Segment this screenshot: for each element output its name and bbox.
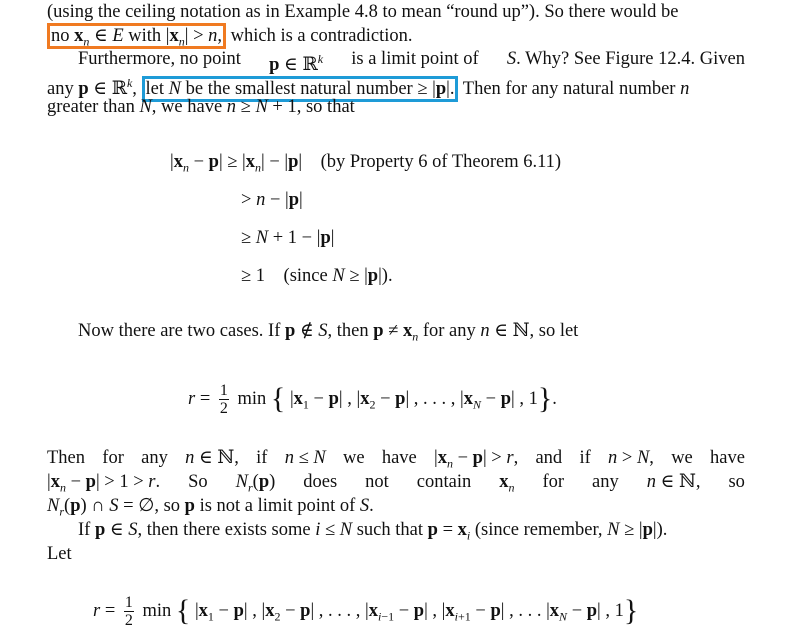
equation-1-line-3: ≥ N + 1 − |p| <box>241 228 335 248</box>
text-line-9: $N_r(p)$ ∩ S = ∅, so p is not a limit point of S. <box>47 496 374 519</box>
equation-1-line-2: > n − |p| <box>241 190 303 210</box>
equation-1-line-4: ≥ 1 (since N ≥ |p|). <box>241 266 393 286</box>
text-line-11: Let <box>47 544 72 564</box>
text-line-8: $|x_n - p| > 1 > r$. So $N_r(p)$ does not contain $x_n$ for any n ∈ ℕ, so <box>47 471 745 495</box>
equation-3: r = $\frac{1}{2}$ min { $|x_1 - p|$ , $|x_2 - p|$ , . . . , $|x_{i-1} - p|$ , $|x_{i+1} - p|$ , . . . $|x_N - p|$ , 1} <box>93 593 639 629</box>
text-line-1: (using the ceiling notation as in Example 4.8 to mean “round up”). So there would be <box>47 2 679 22</box>
text-line-5: greater than N, we have n ≥ N + 1, so that <box>47 97 355 117</box>
text-line-7: Then for any n ∈ ℕ, if n ≤ N we have $|x_n - p| > r$, and if n > N, we have <box>47 447 745 471</box>
orange-highlight-box: no $x_n$ ∈ E with $|x_n| > n$, <box>47 23 226 49</box>
text-line-6: Now there are two cases. If p ∉ S, then $p \ne x_n$ for any n ∈ ℕ, so let <box>78 320 579 344</box>
text-line-4: any p ∈ ℝ$^k$, let N be the smallest natural number ≥ |p|. Then for any natural number n <box>47 71 745 101</box>
text-line-2: no $x_n$ ∈ E with $|x_n| > n$, which is a contradiction. <box>47 24 745 54</box>
text-line-10: If p ∈ S, then there exists some i ≤ N such that $p = x_i$ (since remember, N ≥ |p|). <box>78 520 668 543</box>
text-line-3: Furthermore, no point p ∈ ℝ$^k$ is a limit point of S. Why? See Figure 12.4. Given <box>78 49 745 76</box>
blue-highlight-box: let N be the smallest natural number ≥ |p|. <box>142 76 459 102</box>
equation-2: r = $\frac{1}{2}$ min { $|x_1 - p|$ , $|x_2 - p|$ , . . . , $|x_N - p|$ , 1}. <box>188 381 557 417</box>
equation-1-line-1: $|x_n - p| \ge |x_n| - |p|$ (by Property 6 of Theorem 6.11) <box>170 152 562 175</box>
